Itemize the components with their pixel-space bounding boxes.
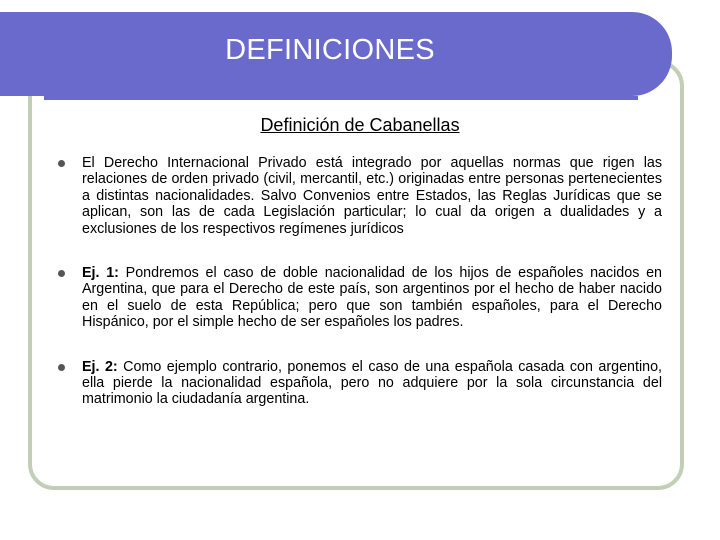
slide-title: DEFINICIONES — [225, 34, 435, 66]
bullet-dot-icon — [58, 160, 65, 167]
bullet-text: Como ejemplo contrario, ponemos el caso de una española casada con argentino, ella pierde la nacionalidad española, pero no adquiere por la sola circunstancia del matrimonio la ciudadanía argentina. — [82, 358, 662, 408]
bullet-text: El Derecho Internacional Privado está integrado por aquellas normas que rigen las relaciones de orden privado (civil, mercantil, etc.) originadas entre personas pertenecientes a distintas nacionalidades. Salvo Convenios entre Estados, las Reglas Jurídicas que se aplican, son las de cada Legislación particular; lo cual da origen a dualidades y a exclusiones de los respectivos regímenes jurídicos — [82, 155, 662, 237]
bullet-dot-icon — [58, 364, 65, 371]
bullet-list — [54, 155, 662, 436]
header-divider — [44, 96, 638, 100]
bullet-lead: Ej. 2: — [82, 358, 118, 375]
slide-subtitle: Definición de Cabanellas — [260, 115, 460, 135]
bullet-item-example-1 — [54, 265, 662, 331]
bullet-item-definition — [54, 155, 662, 237]
bullet-lead: Ej. 1: — [82, 265, 119, 282]
bullet-text: Pondremos el caso de doble nacionalidad de los hijos de españoles nacidos en Argentina, que para el Derecho de este país, son argentinos por el hecho de haber nacido en el suelo de esta República; pero que son también españoles, para el Derecho Hispánico, por el simple hecho de ser españoles los padres. — [82, 265, 662, 331]
bullet-dot-icon — [58, 270, 65, 277]
bullet-item-example-2 — [54, 359, 662, 408]
